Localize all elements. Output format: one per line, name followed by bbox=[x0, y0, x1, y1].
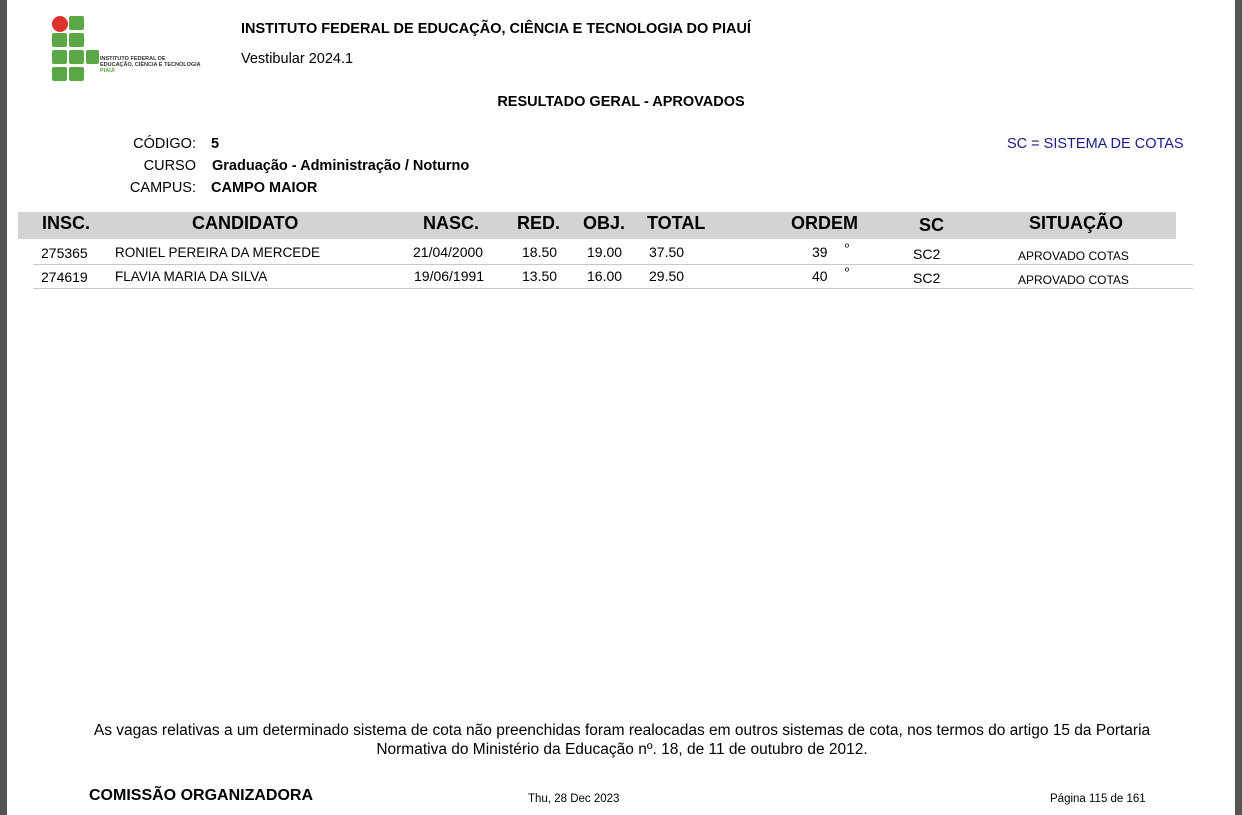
cell-ordem: 40 bbox=[812, 268, 828, 284]
logo-line-3: PIAUÍ bbox=[100, 68, 115, 74]
cell-ordinal: º bbox=[845, 242, 850, 254]
report-title: RESULTADO GERAL - APROVADOS bbox=[497, 94, 745, 110]
cell-nasc: 21/04/2000 bbox=[413, 244, 484, 260]
row-divider bbox=[33, 288, 1193, 289]
cell-obj: 16.00 bbox=[587, 268, 623, 284]
cell-candidato: FLAVIA MARIA DA SILVA bbox=[115, 269, 268, 284]
cell-sc: SC2 bbox=[913, 270, 941, 286]
quota-note-line-1: As vagas relativas a um determinado sistema de cota não preenchidas foram realocadas em outros sistemas de cota, nos termos do artigo 15 da Portaria bbox=[93, 722, 1151, 739]
cell-situacao: APROVADO COTAS bbox=[1018, 273, 1129, 287]
header-sc: SC bbox=[919, 215, 945, 235]
quota-note bbox=[67, 721, 1177, 759]
cell-nasc: 19/06/1991 bbox=[414, 268, 485, 284]
logo-text bbox=[100, 56, 201, 74]
campus-value: CAMPO MAIOR bbox=[211, 180, 318, 196]
row-divider bbox=[33, 264, 1193, 265]
cell-sc: SC2 bbox=[913, 246, 941, 262]
cell-total: 37.50 bbox=[649, 244, 685, 260]
cell-red: 13.50 bbox=[522, 268, 558, 284]
cell-candidato: RONIEL PEREIRA DA MERCEDE bbox=[115, 245, 321, 260]
header-candidato: CANDIDATO bbox=[192, 213, 299, 233]
sc-legend: SC = SISTEMA DE COTAS bbox=[1007, 136, 1184, 152]
institution-name: INSTITUTO FEDERAL DE EDUCAÇÃO, CIÊNCIA E TECNOLOGIA DO PIAUÍ bbox=[241, 21, 751, 37]
cell-red: 18.50 bbox=[522, 244, 558, 260]
header-total: TOTAL bbox=[647, 213, 706, 233]
cell-insc: 275365 bbox=[41, 245, 88, 261]
header-ordem: ORDEM bbox=[791, 213, 858, 233]
cell-total: 29.50 bbox=[649, 268, 685, 284]
cell-insc: 274619 bbox=[41, 269, 88, 285]
print-date: Thu, 28 Dec 2023 bbox=[528, 793, 620, 805]
header-red: RED. bbox=[517, 213, 561, 233]
curso-value: Graduação - Administração / Noturno bbox=[212, 158, 470, 174]
header-nasc: NASC. bbox=[423, 213, 480, 233]
codigo-value: 5 bbox=[211, 136, 220, 152]
cell-ordinal: º bbox=[845, 266, 850, 278]
curso-label: CURSO bbox=[143, 158, 196, 174]
exam-name: Vestibular 2024.1 bbox=[241, 51, 354, 67]
header-obj: OBJ. bbox=[583, 213, 626, 233]
cell-situacao: APROVADO COTAS bbox=[1018, 249, 1129, 263]
page-number: Página 115 de 161 bbox=[1050, 793, 1146, 805]
logo-line-2: EDUCAÇÃO, CIÊNCIA E TECNOLOGIA bbox=[100, 62, 201, 68]
codigo-label: CÓDIGO: bbox=[133, 136, 196, 152]
committee-signature: COMISSÃO ORGANIZADORA bbox=[89, 787, 313, 804]
header-insc: INSC. bbox=[42, 213, 91, 233]
cell-ordem: 39 bbox=[812, 244, 828, 260]
document-page bbox=[7, 0, 1235, 815]
institution-logo bbox=[52, 16, 222, 84]
campus-label: CAMPUS: bbox=[129, 180, 196, 196]
cell-obj: 19.00 bbox=[587, 244, 623, 260]
header-situacao: SITUAÇÃO bbox=[1029, 213, 1123, 233]
quota-note-line-2: Normativa do Ministério da Educação nº. 18, de 11 de outubro de 2012. bbox=[376, 741, 868, 758]
logo-line-1: INSTITUTO FEDERAL DE bbox=[100, 56, 166, 62]
